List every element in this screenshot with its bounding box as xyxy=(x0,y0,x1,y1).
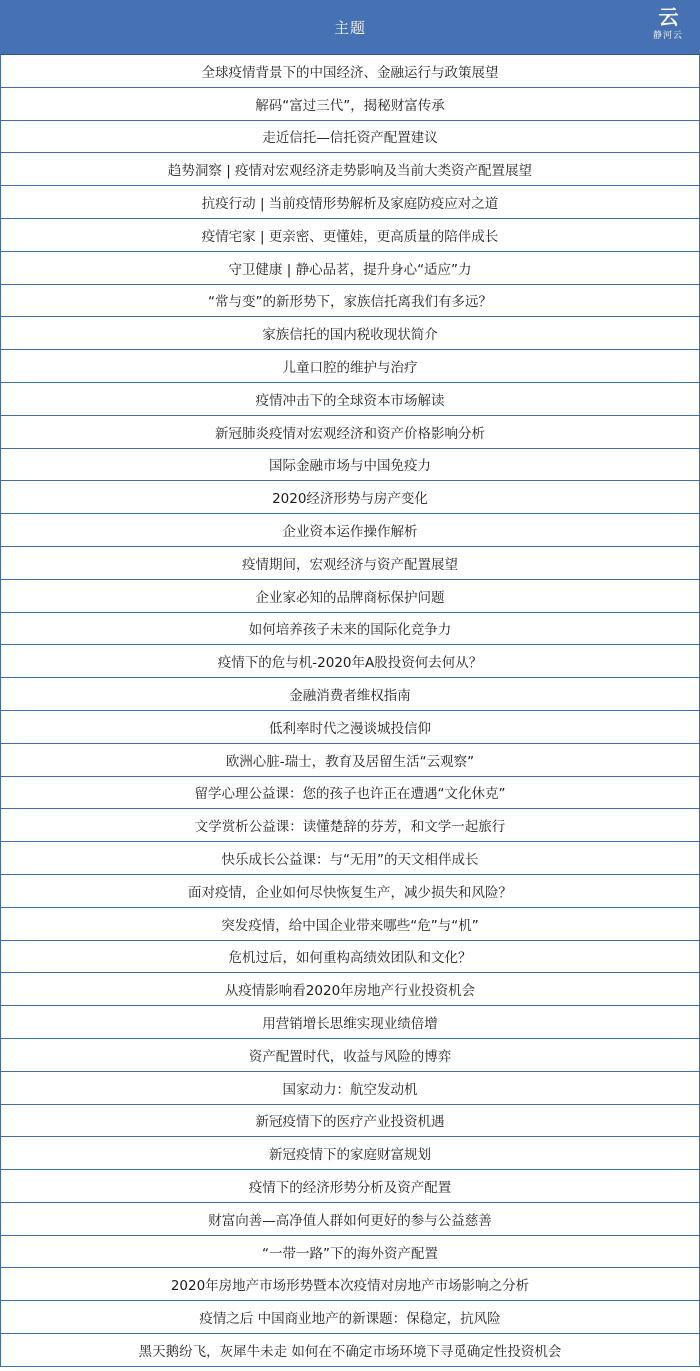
topic-cell: 疫情下的危与机-2020年A股投资何去何从？ xyxy=(217,655,483,672)
table-row xyxy=(0,1006,700,1039)
table-row xyxy=(0,973,700,1006)
topic-cell: 家族信托的国内税收现状简介 xyxy=(262,327,438,344)
table-row xyxy=(0,350,700,383)
topic-cell: 突发疫情，给中国企业带来哪些“危”与“机” xyxy=(221,917,479,934)
topic-cell: 疫情期间，宏观经济与资产配置展望 xyxy=(242,556,458,573)
topic-cell: 企业家必知的品牌商标保护问题 xyxy=(255,589,445,606)
topic-cell: 文学赏析公益课：读懂楚辞的芬芳，和文学一起旅行 xyxy=(194,819,506,836)
table-row xyxy=(0,645,700,678)
table-row xyxy=(0,153,700,186)
table-row xyxy=(0,449,700,482)
table-row xyxy=(0,416,700,449)
topic-cell: 2020经济形势与房产变化 xyxy=(272,491,428,508)
table-row xyxy=(0,121,700,154)
topic-cell: “常与变”的新形势下，家族信托离我们有多远？ xyxy=(208,294,492,311)
table-header xyxy=(0,0,700,55)
topic-cell: 危机过后，如何重构高绩效团队和文化？ xyxy=(228,950,472,967)
topic-cell: 低利率时代之漫谈城投信仰 xyxy=(269,720,431,737)
table-row xyxy=(0,809,700,842)
table-row xyxy=(0,1301,700,1334)
table-row xyxy=(0,383,700,416)
topic-cell: 如何培养孩子未来的国际化竞争力 xyxy=(248,622,452,639)
table-row xyxy=(0,1137,700,1170)
topic-cell: 面对疫情，企业如何尽快恢复生产，减少损失和风险？ xyxy=(188,884,512,901)
topic-cell: 2020年房地产市场形势暨本次疫情对房地产市场影响之分析 xyxy=(170,1278,530,1295)
topic-cell: 金融消费者维权指南 xyxy=(289,688,411,705)
topic-cell: 新冠疫情下的家庭财富规划 xyxy=(269,1147,431,1164)
topic-cell: 疫情下的经济形势分析及资产配置 xyxy=(248,1179,452,1196)
table-row xyxy=(0,580,700,613)
topic-cell: “一带一路”下的海外资产配置 xyxy=(262,1245,438,1262)
topic-cell: 欧洲心脏-瑞士，教育及居留生活“云观察” xyxy=(225,753,475,770)
topic-cell: 儿童口腔的维护与治疗 xyxy=(282,360,418,377)
table-row xyxy=(0,711,700,744)
table-row xyxy=(0,1039,700,1072)
table-row xyxy=(0,1236,700,1269)
topic-cell: 国家动力：航空发动机 xyxy=(282,1081,418,1098)
table-body xyxy=(0,55,700,1367)
table-row xyxy=(0,317,700,350)
table-row xyxy=(0,777,700,810)
table-row xyxy=(0,252,700,285)
topic-cell: 疫情宅家 | 更亲密、更懂娃，更高质量的陪伴成长 xyxy=(201,228,499,245)
topic-cell: 企业资本运作操作解析 xyxy=(282,524,418,541)
table-row xyxy=(0,285,700,318)
topic-cell: 走近信托—信托资产配置建议 xyxy=(262,130,438,147)
table-row xyxy=(0,875,700,908)
table-row xyxy=(0,186,700,219)
table-row xyxy=(0,1105,700,1138)
table-row xyxy=(0,481,700,514)
table-row xyxy=(0,678,700,711)
table-row xyxy=(0,1170,700,1203)
table-row xyxy=(0,88,700,121)
topic-cell: 抗疫行动 | 当前疫情形势解析及家庭防疫应对之道 xyxy=(201,196,499,213)
topic-cell: 资产配置时代，收益与风险的博弈 xyxy=(248,1048,452,1065)
topic-cell: 财富向善—高净值人群如何更好的参与公益慈善 xyxy=(208,1212,492,1229)
table-row xyxy=(0,908,700,941)
topic-cell: 黑天鹅纷飞，灰犀牛未走 如何在不确定市场环境下寻觅确定性投资机会 xyxy=(138,1343,562,1360)
topic-cell: 解码“富过三代”，揭秘财富传承 xyxy=(255,97,445,114)
table-row xyxy=(0,1203,700,1236)
table-row xyxy=(0,1268,700,1301)
topic-cell: 国际金融市场与中国免疫力 xyxy=(269,458,431,475)
table-row xyxy=(0,744,700,777)
topic-cell: 趋势洞察 | 疫情对宏观经济走势影响及当前大类资产配置展望 xyxy=(167,163,533,180)
topic-cell: 全球疫情背景下的中国经济、金融运行与政策展望 xyxy=(201,64,499,81)
topic-cell: 新冠疫情下的医疗产业投资机遇 xyxy=(255,1114,445,1131)
header-title: 主题 xyxy=(333,18,366,37)
topic-cell: 疫情冲击下的全球资本市场解读 xyxy=(255,392,445,409)
topic-cell: 留学心理公益课：您的孩子也许正在遭遇“文化休克” xyxy=(194,786,506,803)
table-row xyxy=(0,613,700,646)
table-row xyxy=(0,219,700,252)
topic-cell: 用营销增长思维实现业绩倍增 xyxy=(262,1016,438,1032)
table-row xyxy=(0,941,700,974)
topic-cell: 新冠肺炎疫情对宏观经济和资产价格影响分析 xyxy=(215,425,485,442)
logo-text: 静河云 xyxy=(652,31,683,41)
table-row xyxy=(0,1334,700,1367)
table-row xyxy=(0,842,700,875)
brand-logo xyxy=(648,6,688,48)
table-row xyxy=(0,55,700,88)
topic-cell: 快乐成长公益课：与“无用”的天文相伴成长 xyxy=(221,852,479,869)
topic-cell: 疫情之后 中国商业地产的新课题：保稳定，抗风险 xyxy=(199,1311,501,1328)
table-row xyxy=(0,547,700,580)
table-row xyxy=(0,514,700,547)
table-row xyxy=(0,1072,700,1105)
topic-cell: 从疫情影响看2020年房地产行业投资机会 xyxy=(224,983,476,1000)
cloud-logo-icon: 云 xyxy=(658,5,678,29)
topic-cell: 守卫健康 | 静心品茗，提升身心“适应”力 xyxy=(228,261,472,278)
